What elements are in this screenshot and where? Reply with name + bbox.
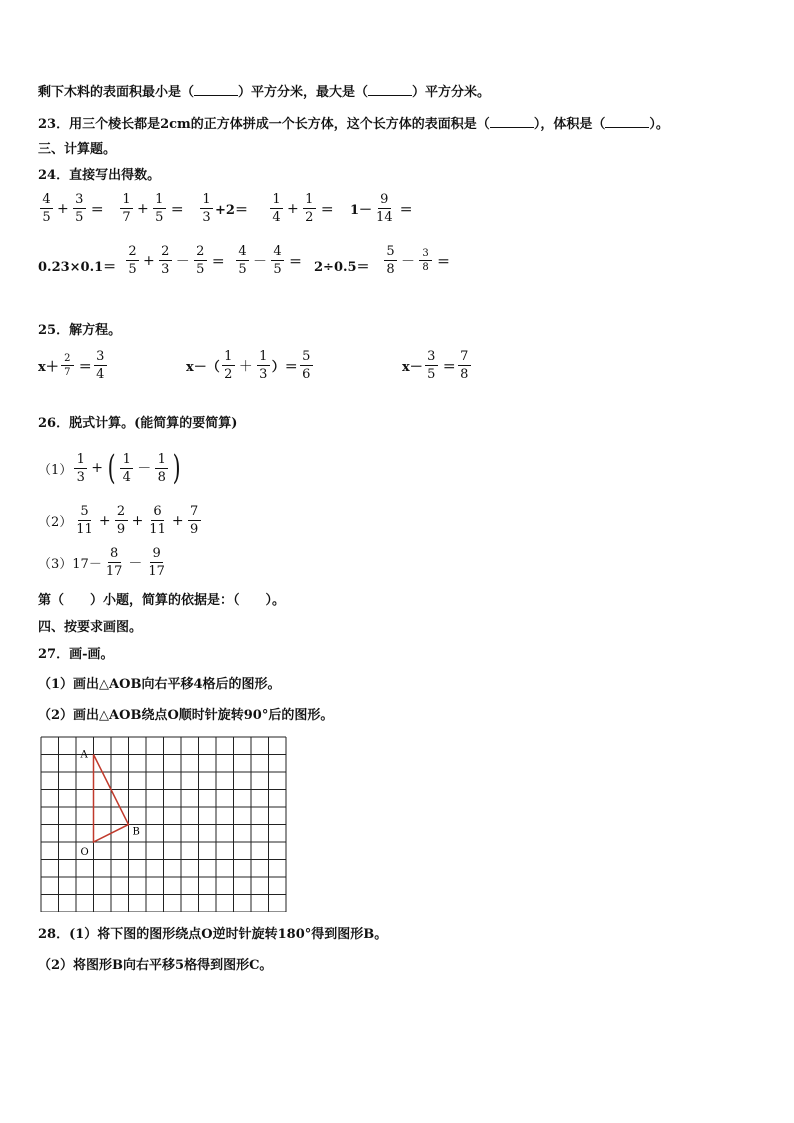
- q24-expr-7: $\frac{2}{5}$ + $\frac{2}{3}$ － $\frac{2}{5}$ ＝: [124, 244, 225, 277]
- point-b-label: B: [132, 826, 140, 838]
- q27-subtask-1: （1）画出△AOB向右平移4格后的图形。: [38, 677, 281, 692]
- q26-note: 第（ ）小题，简算的依据是：（ ）。: [38, 593, 286, 608]
- grid-lines: [41, 737, 286, 912]
- answer-blank[interactable]: [605, 115, 649, 128]
- q24-expr-5: 1－ $\frac{9}{14}$ ＝: [350, 192, 413, 225]
- q24-expr-1: $\frac{4}{5}$ + $\frac{3}{5}$ ＝: [38, 192, 104, 225]
- q22-tail-line: 剩下木料的表面积最小是（ ）平方分米，最大是（ ）平方分米。: [38, 85, 491, 100]
- drawing-grid[interactable]: [40, 736, 288, 916]
- q26-problem-3: （3） 17－ $\frac{8}{17}$ － $\frac{9}{17}$: [38, 546, 165, 579]
- question-27-title: 27．画-画。: [38, 647, 114, 662]
- q25-equation-1: x＋ $\frac{2}{7}$ ＝ $\frac{3}{4}$: [38, 349, 109, 382]
- question-28-subtask-2: （2）将图形B向右平移5格得到图形C。: [38, 958, 273, 973]
- q25-equation-3: x－ $\frac{3}{5}$ ＝ $\frac{7}{8}$: [402, 349, 473, 382]
- q26-problem-1: （1） $\frac{1}{3}$ + ( $\frac{1}{4}$ － $\frac{1}{8}$ ): [38, 448, 181, 488]
- q24-expr-9: 2÷0.5＝: [314, 260, 370, 275]
- q24-expr-6: 0.23×0.1＝: [38, 260, 117, 275]
- q27-subtask-2: （2）画出△AOB绕点O顺时针旋转90°后的图形。: [38, 708, 334, 723]
- question-28-subtask-1: 28．(1）将下图的图形绕点O逆时针旋转180°得到图形B。: [38, 927, 388, 942]
- point-a-label: A: [80, 749, 88, 761]
- grid-svg[interactable]: [40, 736, 288, 912]
- q24-expr-8: $\frac{4}{5}$ － $\frac{4}{5}$ ＝: [234, 244, 302, 277]
- answer-blank[interactable]: [368, 83, 412, 96]
- section-title-calc: 三、计算题。: [38, 142, 117, 157]
- question-25-title: 25．解方程。: [38, 323, 122, 338]
- point-o-label: O: [80, 847, 89, 858]
- q24-expr-10: $\frac{5}{8}$ － $\frac{3}{8}$ ＝: [382, 244, 450, 277]
- q25-equation-2: x－（ $\frac{1}{2}$ ＋ $\frac{1}{3}$ ）＝ $\frac{5}{6}$: [186, 349, 315, 382]
- q26-problem-2: （2） $\frac{5}{11}$ + $\frac{2}{9}$ + $\frac{6}{11}$ + $\frac{7}{9}$: [38, 504, 203, 537]
- section-title-drawing: 四、按要求画图。: [38, 620, 143, 635]
- question-23: 23．用三个棱长都是2cm的正方体拼成一个长方体，这个长方体的表面积是（ ），体积是（ ）。: [38, 117, 669, 132]
- question-24-title: 24．直接写出得数。: [38, 168, 161, 183]
- question-26-title: 26．脱式计算。(能简算的要简算): [38, 416, 238, 431]
- q24-expr-2: $\frac{1}{7}$ + $\frac{1}{5}$ ＝: [118, 192, 184, 225]
- q24-expr-4: $\frac{1}{4}$ + $\frac{1}{2}$ ＝: [268, 192, 334, 225]
- answer-blank[interactable]: [194, 83, 238, 96]
- q24-expr-3: $\frac{1}{3}$ +2＝: [198, 192, 248, 225]
- answer-blank[interactable]: [490, 115, 534, 128]
